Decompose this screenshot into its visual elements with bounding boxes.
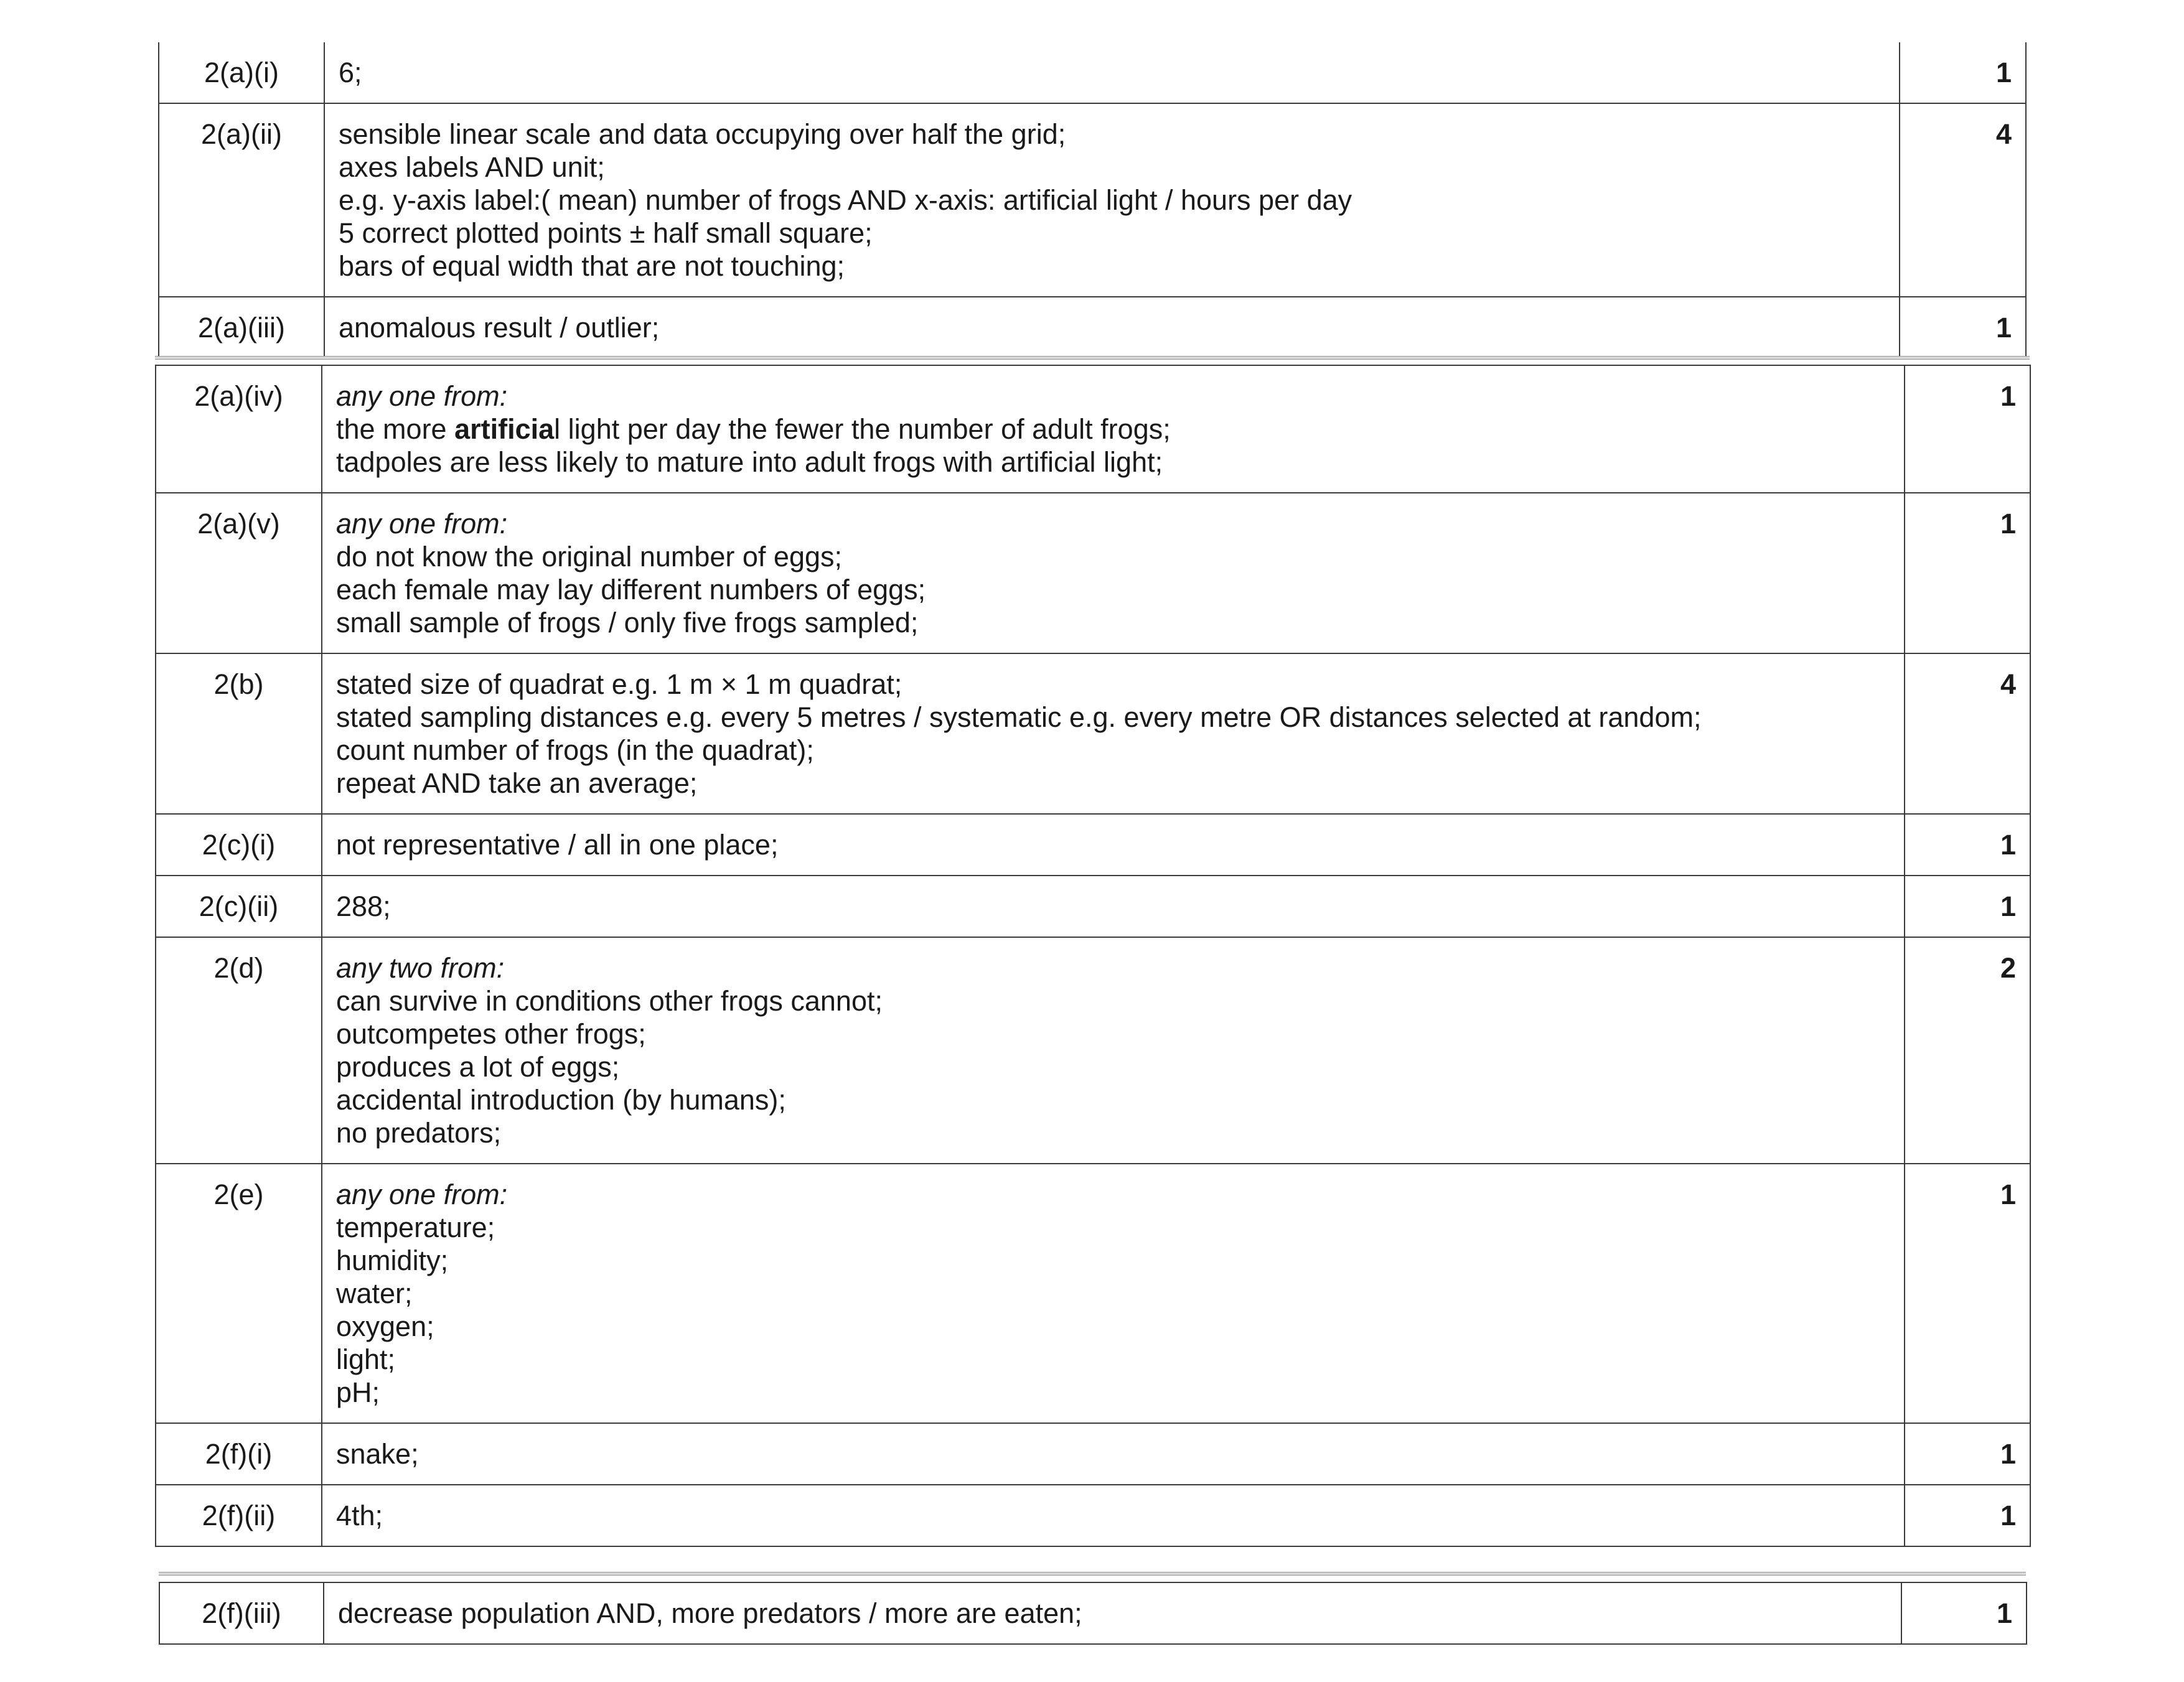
answer-line: water;: [336, 1278, 413, 1309]
table-row: [159, 297, 2026, 358]
answer-line: temperature;: [336, 1212, 495, 1243]
answer-line: the more artificial light per day the fewer the number of adult frogs;: [336, 413, 1171, 445]
answer-cell: [324, 42, 1900, 103]
answer-line: 288;: [336, 890, 391, 922]
answer-intro: any one from:: [336, 1179, 508, 1210]
answer-intro: any one from:: [336, 380, 508, 412]
answer-line: no predators;: [336, 1117, 502, 1149]
answer-line: pH;: [336, 1376, 380, 1408]
answer-line: repeat AND take an average;: [336, 767, 698, 799]
question-number: 2(e): [156, 1164, 322, 1423]
marks-cell: 1: [1901, 1582, 2027, 1644]
answer-line: can survive in conditions other frogs cannot;: [336, 985, 883, 1017]
answer-cell: [322, 1423, 1905, 1485]
marks-cell: 4: [1905, 653, 2030, 814]
answer-cell: [324, 1582, 1901, 1644]
table-separator: [155, 356, 2030, 360]
answer-cell: [322, 365, 1905, 493]
answer-line: tadpoles are less likely to mature into adult frogs with artificial light;: [336, 446, 1163, 478]
answer-cell: [324, 103, 1900, 297]
table-row: [156, 876, 2030, 937]
marks-cell: 1: [1900, 297, 2026, 358]
answer-line: oxygen;: [336, 1311, 434, 1342]
question-number: 2(b): [156, 653, 322, 814]
answer-intro: any two from:: [336, 952, 505, 984]
table-row: [159, 42, 2026, 103]
answer-line: e.g. y-axis label:( mean) number of frogs AND x-axis: artificial light / hours per day: [339, 184, 1352, 216]
answer-cell: [324, 297, 1900, 358]
marks-cell: 1: [1905, 493, 2030, 653]
table-row: [159, 1582, 2027, 1644]
mark-scheme-table-part-2: [155, 365, 2031, 1547]
answer-cell: [322, 653, 1905, 814]
answer-cell: [322, 814, 1905, 876]
marks-cell: 1: [1900, 42, 2026, 103]
marks-cell: 1: [1905, 876, 2030, 937]
answer-line: bars of equal width that are not touching;: [339, 250, 845, 282]
answer-line: small sample of frogs / only five frogs sampled;: [336, 607, 919, 638]
table-row: [156, 1485, 2030, 1546]
marks-cell: 1: [1905, 814, 2030, 876]
answer-line: 6;: [339, 57, 362, 88]
answer-line: not representative / all in one place;: [336, 829, 779, 861]
answer-line: anomalous result / outlier;: [339, 312, 660, 343]
marks-cell: 1: [1905, 1164, 2030, 1423]
table-row: [156, 1164, 2030, 1423]
table-separator: [159, 1572, 2026, 1576]
marks-cell: 4: [1900, 103, 2026, 297]
question-number: 2(a)(iv): [156, 365, 322, 493]
question-number: 2(f)(iii): [159, 1582, 324, 1644]
answer-line: light;: [336, 1343, 396, 1375]
table-row: [156, 653, 2030, 814]
question-number: 2(a)(iii): [159, 297, 324, 358]
answer-line: each female may lay different numbers of eggs;: [336, 574, 926, 605]
table-row: [156, 365, 2030, 493]
answer-line: stated sampling distances e.g. every 5 metres / systematic e.g. every metre OR distances selected at random;: [336, 701, 1702, 733]
answer-line: 5 correct plotted points ± half small square;: [339, 217, 873, 249]
answer-line: axes labels AND unit;: [339, 151, 605, 183]
answer-line: stated size of quadrat e.g. 1 m × 1 m quadrat;: [336, 668, 902, 700]
answer-line: outcompetes other frogs;: [336, 1018, 646, 1050]
question-number: 2(a)(i): [159, 42, 324, 103]
answer-cell: [322, 493, 1905, 653]
answer-cell: [322, 1164, 1905, 1423]
marks-cell: 2: [1905, 937, 2030, 1164]
table-row: [156, 493, 2030, 653]
answer-cell: [322, 937, 1905, 1164]
answer-line: 4th;: [336, 1500, 383, 1531]
table-row: [156, 937, 2030, 1164]
mark-scheme-table-part-1: [158, 42, 2027, 359]
mark-scheme-table-part-3: [159, 1582, 2027, 1645]
answer-line: produces a lot of eggs;: [336, 1051, 620, 1083]
answer-cell: [322, 876, 1905, 937]
answer-line: humidity;: [336, 1245, 449, 1276]
question-number: 2(c)(i): [156, 814, 322, 876]
table-row: [159, 103, 2026, 297]
answer-line: do not know the original number of eggs;: [336, 541, 843, 572]
answer-line: accidental introduction (by humans);: [336, 1084, 786, 1116]
question-number: 2(d): [156, 937, 322, 1164]
answer-line: sensible linear scale and data occupying over half the grid;: [339, 118, 1066, 150]
question-number: 2(a)(ii): [159, 103, 324, 297]
question-number: 2(f)(ii): [156, 1485, 322, 1546]
marks-cell: 1: [1905, 1423, 2030, 1485]
table-row: [156, 1423, 2030, 1485]
answer-line: snake;: [336, 1438, 419, 1470]
marks-cell: 1: [1905, 365, 2030, 493]
answer-line: decrease population AND, more predators / more are eaten;: [338, 1597, 1082, 1629]
answer-cell: [322, 1485, 1905, 1546]
marks-cell: 1: [1905, 1485, 2030, 1546]
answer-line: count number of frogs (in the quadrat);: [336, 734, 814, 766]
question-number: 2(a)(v): [156, 493, 322, 653]
table-row: [156, 814, 2030, 876]
answer-intro: any one from:: [336, 508, 508, 540]
question-number: 2(c)(ii): [156, 876, 322, 937]
question-number: 2(f)(i): [156, 1423, 322, 1485]
